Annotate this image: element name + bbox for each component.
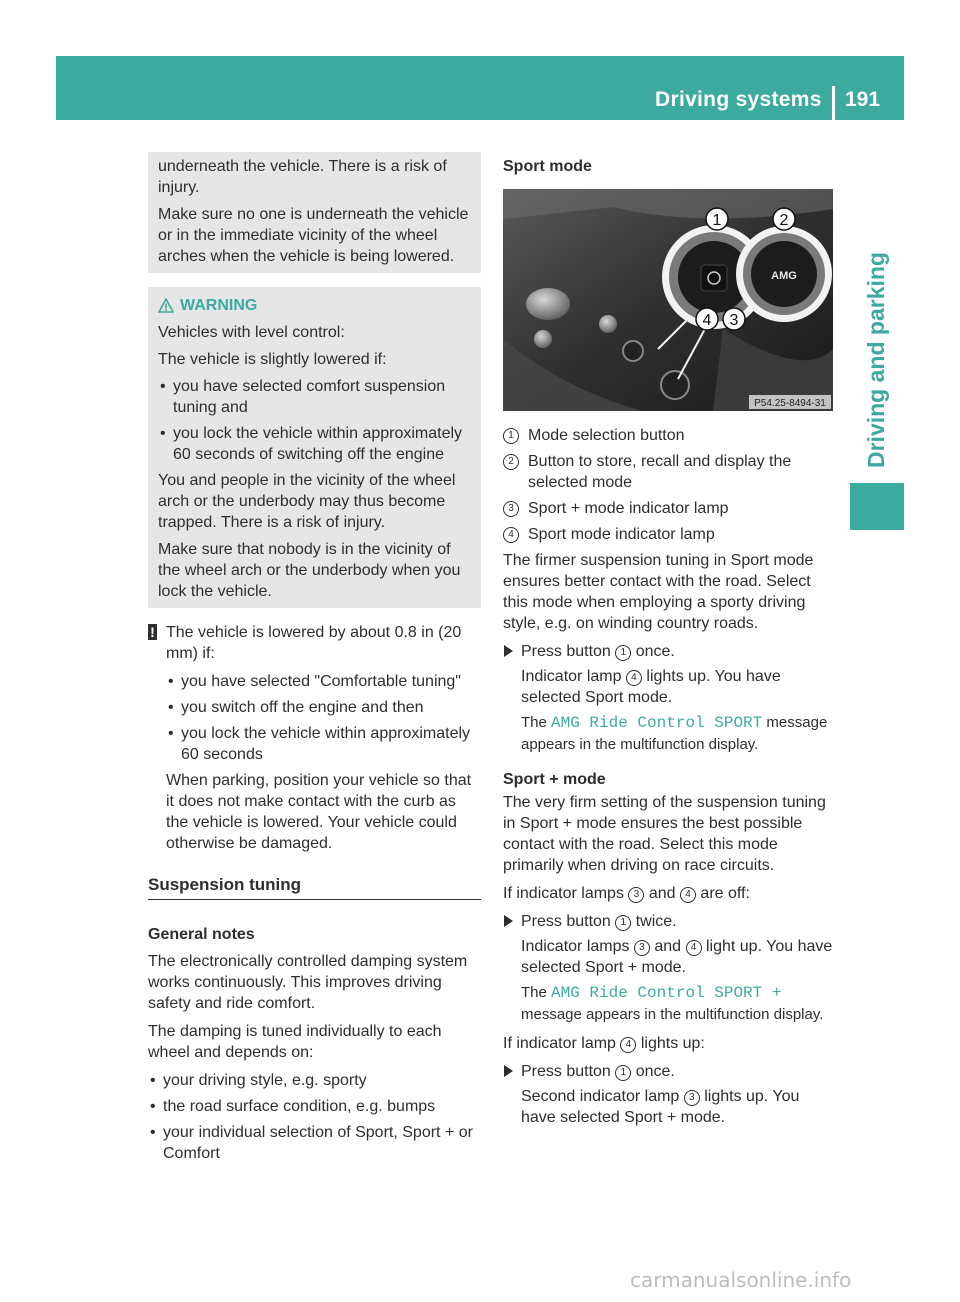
left-column: [148, 152, 481, 1169]
text: Indicator lamps: [521, 938, 634, 955]
legend-item: [503, 425, 836, 446]
text: and: [644, 885, 680, 902]
paragraph: underneath the vehicle. There is a risk of injury.: [158, 158, 447, 196]
list-item: • you lock the vehicle within approximately 60 seconds: [166, 723, 481, 765]
callout-number: 3: [628, 887, 644, 903]
callout-4: 4: [702, 312, 712, 329]
warning-label: WARNING: [180, 297, 258, 314]
list-item: • the road surface condition, e.g. bumps: [148, 1096, 481, 1117]
paragraph: The electronically controlled damping system works continuously. This improves driving safety and ride comfort.: [148, 953, 468, 1012]
step-result: [503, 936, 836, 978]
note-icon: !: [148, 624, 157, 640]
paragraph: The very firm setting of the suspension tuning in Sport + mode ensures the best possible contact with the road. Select this mode primarily when driving on race circuits.: [503, 794, 826, 874]
watermark: carmanualsonline.info: [630, 1268, 852, 1292]
callout-number: 4: [680, 887, 696, 903]
warning-box: [148, 287, 481, 608]
step-arrow-icon: [504, 1065, 513, 1077]
list-item: • your driving style, e.g. sporty: [148, 1070, 481, 1091]
list-item: • you lock the vehicle within approximately 60 seconds of switching off the engine: [158, 423, 471, 465]
text: lights up:: [636, 1035, 705, 1052]
paragraph: The vehicle is lowered by about 0.8 in (20 mm) if:: [166, 624, 462, 662]
warning-continued-box: [148, 152, 481, 273]
text: twice.: [631, 913, 677, 930]
warning-heading: [158, 295, 471, 316]
text: once.: [631, 643, 675, 660]
callout-1: 1: [712, 212, 722, 229]
page-title: Driving systems: [655, 88, 822, 111]
text: Second indicator lamp: [521, 1088, 684, 1105]
text: Press button: [521, 643, 616, 660]
text: message appears in the multifunction display.: [521, 1006, 824, 1023]
callout-number: 1: [503, 428, 519, 444]
text: Press button: [521, 1063, 616, 1080]
callout-number: 1: [615, 915, 631, 931]
legend-item: [503, 498, 836, 519]
legend-text: Mode selection button: [528, 427, 685, 444]
paragraph: [503, 1033, 836, 1054]
callout-number: 4: [620, 1037, 636, 1053]
callout-number: 4: [626, 670, 642, 686]
callout-number: 2: [503, 454, 519, 470]
amg-logo: AMG: [771, 270, 797, 282]
display-message-note: [503, 982, 836, 1025]
header-divider: [832, 86, 835, 120]
text: once.: [631, 1063, 675, 1080]
paragraph: When parking, position your vehicle so that it does not make contact with the curb as the vehicle is lowered. Your vehicle could otherwise be damaged.: [166, 772, 472, 852]
text: If indicator lamp: [503, 1035, 621, 1052]
legend-item: [503, 524, 836, 545]
callout-number: 4: [503, 527, 519, 543]
subsection-title: General notes: [148, 926, 255, 943]
legend-item: [503, 451, 836, 493]
display-message: AMG Ride Control SPORT: [551, 714, 763, 732]
legend-text: Sport + mode indicator lamp: [528, 500, 729, 517]
text: light up. You have selected Sport + mode.: [521, 938, 833, 976]
text: are off:: [695, 885, 750, 902]
list-item: • your individual selection of Sport, Sport + or Comfort: [148, 1122, 481, 1164]
legend-text: Button to store, recall and display the selected mode: [528, 453, 792, 491]
instruction-step: [503, 641, 836, 662]
side-tab-label: Driving and parking: [863, 252, 889, 468]
paragraph: The firmer suspension tuning in Sport mode ensures better contact with the road. Select this mode when employing a sporty driving style, e.g. on winding country roads.: [503, 552, 814, 632]
warning-triangle-icon: [158, 298, 174, 314]
paragraph: Make sure no one is underneath the vehicle or in the immediate vicinity of the wheel arches when the vehicle is being lowered.: [158, 206, 469, 265]
text: lights up. You have selected Sport mode.: [521, 668, 781, 706]
legend-text: Sport mode indicator lamp: [528, 526, 715, 543]
paragraph: [503, 883, 836, 904]
paragraph: Make sure that nobody is in the vicinity of the wheel arch or the underbody when you lock the vehicle.: [158, 541, 461, 600]
text: Indicator lamp: [521, 668, 626, 685]
display-message: AMG Ride Control SPORT +: [551, 984, 782, 1002]
paragraph: The damping is tuned individually to each wheel and depends on:: [148, 1023, 442, 1061]
text: message appears in the multifunction display.: [521, 714, 828, 753]
text: Press button: [521, 913, 616, 930]
subsection-title: Sport mode: [503, 158, 592, 175]
right-column: [503, 152, 836, 1132]
text: The: [521, 984, 552, 1001]
text: If indicator lamps: [503, 885, 629, 902]
photo-code: P54.25-8494-31: [754, 398, 826, 409]
instruction-step: [503, 911, 836, 932]
text: and: [649, 938, 686, 955]
callout-number: 1: [615, 645, 631, 661]
callout-3: 3: [729, 312, 739, 329]
paragraph: Vehicles with level control:: [158, 324, 345, 341]
callout-number: 1: [615, 1065, 631, 1081]
callout-number: 3: [684, 1090, 700, 1106]
callout-number: 4: [686, 940, 702, 956]
step-arrow-icon: [504, 645, 513, 657]
side-tab-marker: [850, 483, 904, 530]
list-item: • you switch off the engine and then: [166, 697, 481, 718]
paragraph: You and people in the vicinity of the wheel arch or the underbody may thus become trapped. There is a risk of injury.: [158, 472, 456, 531]
step-result: [503, 1086, 836, 1128]
list-item: • you have selected comfort suspension tuning and: [158, 376, 471, 418]
instruction-step: [503, 1061, 836, 1082]
paragraph: The vehicle is slightly lowered if:: [158, 351, 387, 368]
display-message-note: [503, 712, 836, 755]
note: [148, 622, 481, 854]
callout-number: 3: [503, 501, 519, 517]
step-result: [503, 666, 836, 708]
callout-number: 3: [634, 940, 650, 956]
section-title: Suspension tuning: [148, 874, 481, 900]
dashboard-photo: [503, 189, 833, 411]
step-arrow-icon: [504, 915, 513, 927]
callout-2: 2: [779, 212, 789, 229]
subsection-title: Sport + mode: [503, 771, 606, 788]
list-item: • you have selected "Comfortable tuning": [166, 671, 481, 692]
text: lights up. You have selected Sport + mode.: [521, 1088, 800, 1126]
page-number: 191: [845, 88, 881, 111]
text: The: [521, 714, 552, 731]
